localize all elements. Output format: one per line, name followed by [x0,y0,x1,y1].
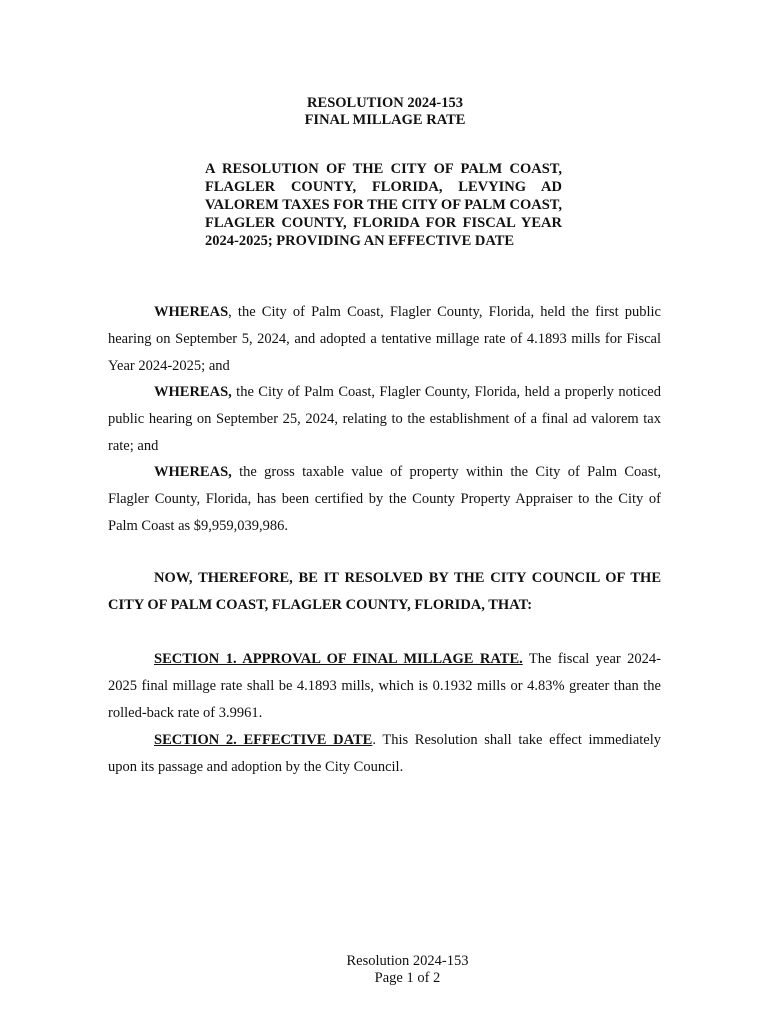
section-1-heading: SECTION 1. APPROVAL OF FINAL MILLAGE RATE. [154,651,523,667]
whereas-text: the City of Palm Coast, Flagler County, Florida, held a properly noticed public hearing on September 25, 2024, relating to the establishment of a final ad valorem tax rate; and [108,384,661,454]
section-1-text: The fiscal year 2024-2025 final millage rate shall be 4.1893 mills, which is 0.1932 mills or 4.83% greater than the rolled-back rate of 3.9961. [108,651,661,721]
whereas-clause-1 [108,299,661,380]
whereas-clause-3 [108,459,661,540]
title-block [0,95,770,129]
footer-resolution-label: Resolution 2024-153 [346,953,469,969]
whereas-text: the gross taxable value of property within the City of Palm Coast, Flagler County, Florida, has been certified by the County Property Appraiser to the City of Palm Coast as $9,959,039,986. [108,464,661,534]
section-1 [108,646,661,727]
resolved-text: NOW, THEREFORE, BE IT RESOLVED BY THE CITY COUNCIL OF THE CITY OF PALM COAST, FLAGLER COUNTY, FLORIDA, THAT: [108,570,661,613]
resolution-summary: A RESOLUTION OF THE CITY OF PALM COAST, FLAGLER COUNTY, FLORIDA, LEVYING AD VALOREM TAXES FOR THE CITY OF PALM COAST, FLAGLER COUNTY, FLORIDA FOR FISCAL YEAR 2024-2025; PROVIDING AN EFFECTIVE DATE [205,161,562,249]
whereas-lead: WHEREAS [154,304,229,320]
resolved-clause [108,565,661,619]
resolution-subtitle: FINAL MILLAGE RATE [304,112,466,128]
section-2 [108,727,661,781]
resolution-number: RESOLUTION 2024-153 [307,95,463,111]
whereas-clause-2 [108,379,661,460]
section-2-punctuation: . [372,732,376,748]
section-2-text: This Resolution shall take effect immediately upon its passage and adoption by the City Council. [108,732,661,775]
section-2-heading: SECTION 2. EFFECTIVE DATE [154,732,373,748]
whereas-lead: WHEREAS, [154,464,232,480]
whereas-lead: WHEREAS, [154,384,232,400]
footer-page-label: Page 1 of 2 [374,970,441,986]
page-footer [0,953,770,987]
whereas-text: , the City of Palm Coast, Flagler County, Florida, held the first public hearing on September 5, 2024, and adopted a tentative millage rate of 4.1893 mills for Fiscal Year 2024-2025; and [108,304,661,374]
